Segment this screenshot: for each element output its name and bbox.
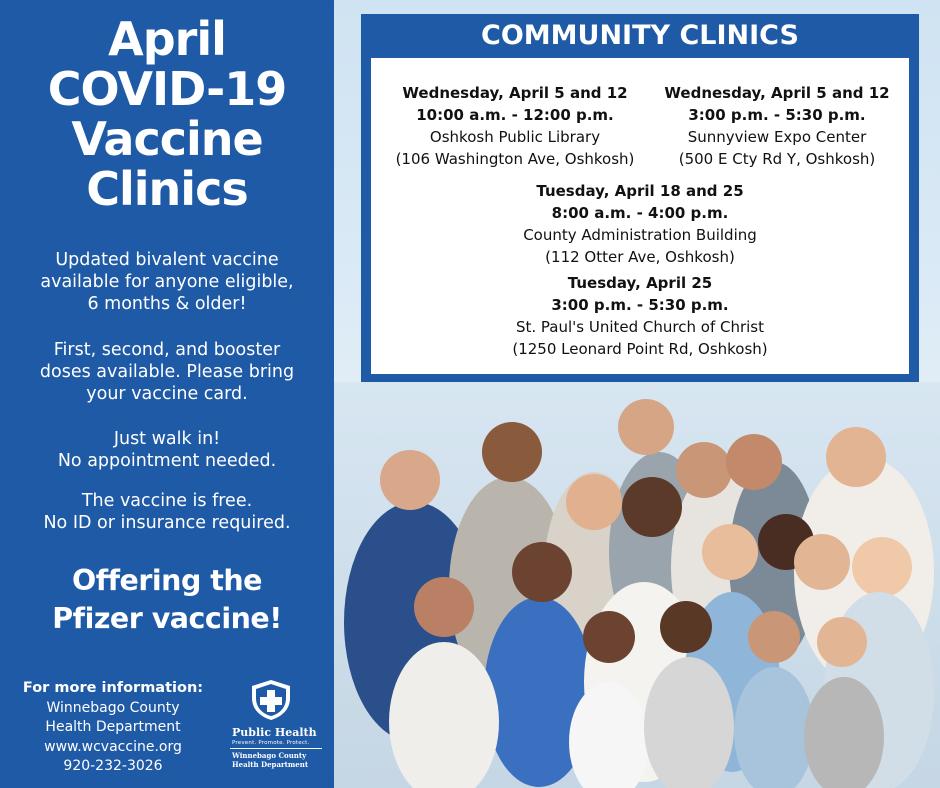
contact-line: Health Department <box>45 719 181 735</box>
text-line: Just walk in! <box>113 429 221 449</box>
text-line: Winnebago County <box>232 751 307 760</box>
public-health-logo <box>222 678 326 782</box>
clinic-entry <box>379 82 651 170</box>
clinic-date: Tuesday, April 25 <box>567 274 713 292</box>
logo-name: Public Health <box>232 726 317 739</box>
website-link[interactable]: www.wcvaccine.org <box>44 738 182 755</box>
text-line: The vaccine is free. <box>81 491 253 511</box>
group-photo <box>334 382 940 788</box>
title-line: Vaccine <box>71 112 263 166</box>
contact-line: Winnebago County <box>46 699 180 716</box>
clinic-address: (112 Otter Ave, Oshkosh) <box>545 248 735 266</box>
clinics-title: COMMUNITY CLINICS <box>481 20 799 51</box>
left-panel <box>0 0 334 788</box>
clinic-time: 10:00 a.m. - 12:00 p.m. <box>416 106 614 124</box>
text-line: 6 months & older! <box>87 294 247 314</box>
people-illustration <box>334 382 940 788</box>
clinics-list <box>371 58 909 374</box>
logo-divider <box>230 748 322 749</box>
text-line: available for anyone eligible, <box>40 272 294 292</box>
offer-heading <box>0 562 334 638</box>
clinic-entry <box>649 82 905 170</box>
clinic-address: (500 E Cty Rd Y, Oshkosh) <box>678 150 876 168</box>
clinic-place: Oshkosh Public Library <box>429 128 601 146</box>
text-line: No ID or insurance required. <box>43 513 291 533</box>
shield-cross-icon <box>248 678 294 722</box>
clinic-date: Wednesday, April 5 and 12 <box>402 84 628 102</box>
clinic-place: Sunnyview Expo Center <box>687 128 867 146</box>
clinic-date: Tuesday, April 18 and 25 <box>536 182 744 200</box>
phone-number[interactable]: 920-232-3026 <box>63 758 163 774</box>
clinic-time: 8:00 a.m. - 4:00 p.m. <box>551 204 729 222</box>
clinic-entry <box>440 180 840 268</box>
walk-in-text <box>0 428 334 472</box>
logo-tagline: Prevent. Promote. Protect. <box>232 740 310 746</box>
clinic-address: (106 Washington Ave, Oshkosh) <box>395 150 635 168</box>
contact-info <box>8 679 218 777</box>
logo-org <box>232 751 308 769</box>
text-line: your vaccine card. <box>86 384 248 404</box>
clinic-entry <box>440 272 840 360</box>
page-title <box>0 14 334 214</box>
clinics-box <box>361 14 919 382</box>
clinic-time: 3:00 p.m. - 5:30 p.m. <box>551 296 729 314</box>
clinic-place: County Administration Building <box>523 226 757 244</box>
clinic-date: Wednesday, April 5 and 12 <box>664 84 890 102</box>
text-line: First, second, and booster <box>53 340 281 360</box>
text-line: Updated bivalent vaccine <box>55 250 279 270</box>
title-line: COVID-19 <box>47 62 287 116</box>
text-line: Health Department <box>232 760 309 769</box>
text-line: doses available. Please bring <box>39 362 295 382</box>
contact-heading: For more information: <box>22 680 204 696</box>
text-line: Pfizer vaccine! <box>52 602 282 635</box>
title-line: Clinics <box>86 162 248 216</box>
clinic-place: St. Paul's United Church of Christ <box>515 318 765 336</box>
free-text <box>0 490 334 534</box>
clinic-time: 3:00 p.m. - 5:30 p.m. <box>688 106 866 124</box>
title-line: April <box>108 12 226 66</box>
text-line: Offering the <box>71 564 263 597</box>
text-line: No appointment needed. <box>57 451 277 471</box>
eligibility-text <box>0 249 334 315</box>
doses-text <box>0 339 334 405</box>
clinic-address: (1250 Leonard Point Rd, Oshkosh) <box>512 340 768 358</box>
